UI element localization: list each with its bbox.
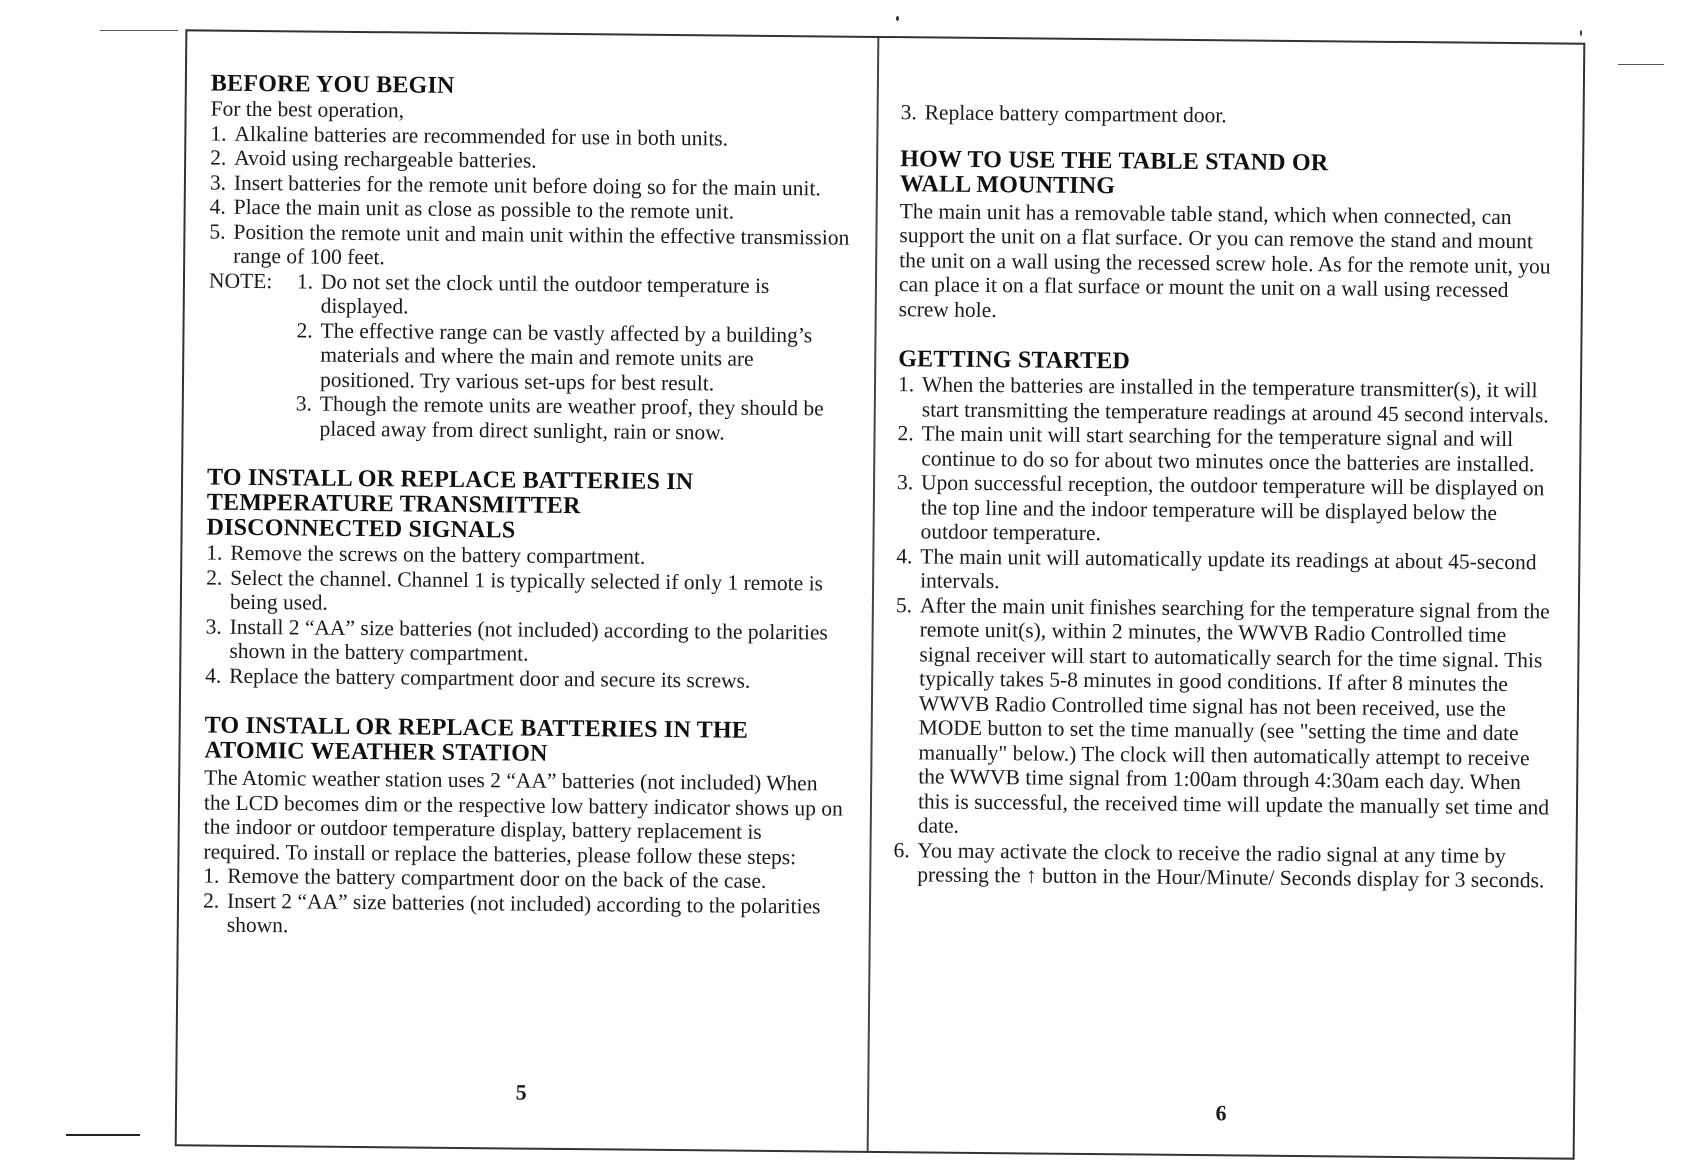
instruction-list: [901, 100, 1561, 131]
item-text: Avoid using rechargeable batteries.: [234, 145, 537, 173]
list-item: [893, 838, 1553, 893]
scan-speck: [1580, 30, 1582, 36]
item-text: Replace the battery compartment door and secure its screws.: [229, 663, 751, 693]
item-number: 1.: [210, 121, 227, 146]
item-text: Select the channel. Channel 1 is typically selected if only 1 remote is being used.: [229, 565, 824, 615]
item-text: Install 2 “AA” size batteries (not included) according to the polarities shown in the battery compartment.: [229, 614, 828, 666]
section-intro: The Atomic weather station uses 2 “AA” batteries (not included) When the LCD becomes dim or the respective low battery indicator shows up on the indoor or outdoor temperature display, battery replacement is required. To install or replace the batteries, please follow these steps:: [203, 765, 843, 869]
list-item: [896, 544, 1556, 599]
item-number: 3.: [209, 170, 227, 195]
list-item: [205, 663, 845, 694]
scan-mark: [100, 30, 178, 31]
item-number: 3.: [896, 470, 914, 495]
item-text: The effective range can be vastly affected by a building’s materials and where the main and remote units are positioned. Try various set-ups for best result.: [319, 318, 813, 395]
item-number: 5.: [895, 592, 913, 617]
note-block: [207, 268, 849, 446]
item-number: 4.: [205, 663, 222, 688]
page-6: [891, 38, 1562, 1157]
page-content: [893, 100, 1561, 919]
item-text: Position the remote unit and main unit within the effective transmission range of 100 feet.: [233, 219, 850, 270]
section-before-you-begin: [207, 72, 851, 446]
section-temperature-transmitter: [205, 466, 847, 694]
item-text: The main unit will automatically update its readings at about 45-second intervals.: [920, 543, 1537, 594]
list-item: [896, 470, 1557, 550]
note-item: [296, 318, 849, 397]
list-item: [897, 421, 1557, 476]
item-text: Place the main unit as close as possible to the remote unit.: [233, 194, 735, 224]
scan-mark: [1618, 64, 1664, 65]
page-content: [202, 72, 851, 970]
item-text: The main unit will start searching for the temperature signal and will continue to do so for about two minutes once the batteries are installed.: [921, 421, 1535, 476]
list-item: [203, 888, 843, 943]
list-item: [209, 219, 849, 274]
list-item: [206, 565, 846, 620]
section-heading: [900, 147, 1560, 203]
item-text: Replace battery compartment door.: [924, 100, 1227, 128]
item-text: Insert batteries for the remote unit before doing so for the main unit.: [233, 170, 821, 200]
item-number: 3.: [900, 100, 917, 125]
page-number: 5: [515, 1079, 527, 1105]
item-number: 2.: [210, 145, 227, 170]
heading-line: BEFORE YOU BEGIN: [210, 70, 455, 99]
item-text: Do not set the clock until the outdoor temperature is displayed.: [320, 269, 770, 319]
item-number: 6.: [893, 837, 910, 862]
instruction-list: [203, 864, 844, 944]
heading-line: ATOMIC WEATHER STATION: [204, 737, 548, 767]
note-label: NOTE:: [208, 268, 273, 293]
instruction-list: [209, 121, 850, 274]
note-list: [295, 269, 849, 446]
item-text: Remove the screws on the battery compartment.: [230, 540, 646, 569]
item-text: Remove the battery compartment door on the back of the case.: [227, 863, 767, 893]
heading-line: HOW TO USE THE TABLE STAND OR: [900, 145, 1329, 176]
list-item: [901, 100, 1561, 131]
booklet-spread: [175, 29, 1586, 1159]
page-number: 6: [1215, 1100, 1227, 1126]
item-number: 1.: [203, 863, 220, 888]
heading-line: TO INSTALL OR REPLACE BATTERIES IN: [206, 464, 694, 496]
section-table-stand: [899, 147, 1561, 328]
item-number: 2.: [296, 317, 313, 343]
scan-mark: [66, 1134, 140, 1136]
item-text: After the main unit finishes searching for the temperature signal from the remote unit(s), within 2 minutes, the WWVB Radio Controlled time signal receiver will start to automatically search for the time signal. This typically takes 5-8 minutes in good conditions. If after 8 minutes the WWVB Radio Controlled time signal has not been received, use the MODE button to set the time manually (see "setting the time and date manually" below.) The clock will then automatically attempt to receive the WWVB time signal from 1:00am through 4:30am each day. When this is successful, the received time will update the manually set time and date.: [917, 592, 1550, 838]
list-item: [898, 372, 1558, 427]
section-continued-steps: [901, 100, 1561, 131]
section-intro: For the best operation,: [210, 96, 405, 123]
item-number: 1.: [206, 540, 223, 565]
heading-line: TEMPERATURE TRANSMITTER: [206, 489, 581, 520]
section-intro: The main unit has a removable table stand, which when connected, can support the unit on a flat surface. Or you can remove the stand and mount the unit on a wall using the recessed screw hole. As for the remote unit, you can place it on a flat surface or mount the unit on a wall using recessed screw hole.: [898, 198, 1551, 322]
section-atomic-weather-station: [203, 714, 845, 944]
section-heading: [206, 466, 847, 547]
item-number: 5.: [209, 219, 226, 244]
item-number: 2.: [897, 421, 914, 446]
page-5: [201, 32, 852, 1151]
heading-line: DISCONNECTED SIGNALS: [206, 514, 516, 544]
section-getting-started: [893, 347, 1558, 893]
item-number: 3.: [205, 614, 222, 639]
section-heading: [204, 714, 844, 770]
instruction-list: [893, 372, 1558, 893]
item-text: Alkaline batteries are recommended for use in both units.: [234, 121, 729, 151]
item-text: Though the remote units are weather proof, they should be placed away from direct sunlight, rain or snow.: [319, 391, 824, 445]
heading-line: WALL MOUNTING: [899, 170, 1116, 199]
heading-line: TO INSTALL OR REPLACE BATTERIES IN THE: [204, 712, 749, 744]
scan-speck: [896, 16, 899, 21]
item-number: 4.: [209, 194, 226, 219]
item-text: When the batteries are installed in the temperature transmitter(s), it will start transmitting the temperature readings at around 45 second intervals.: [921, 372, 1549, 427]
item-number: 1.: [296, 268, 314, 294]
list-item: [205, 614, 845, 669]
item-number: 1.: [897, 372, 915, 397]
heading-line: GETTING STARTED: [898, 346, 1131, 375]
note-item: [297, 269, 849, 323]
instruction-list: [205, 541, 846, 694]
item-text: Upon successful reception, the outdoor temperature will be displayed on the top line and the indoor temperature will be displayed below the outdoor temperature.: [920, 470, 1545, 546]
item-text: You may activate the clock to receive the radio signal at any time by pressing the ↑ button in the Hour/Minute/ Seconds display for 3 seconds.: [917, 837, 1545, 893]
note-item: [295, 391, 847, 445]
page-divider: [867, 38, 879, 1151]
item-number: 4.: [896, 543, 913, 568]
item-number: 2.: [206, 565, 223, 590]
item-number: 2.: [202, 888, 220, 913]
item-number: 3.: [295, 391, 313, 416]
item-text: Insert 2 “AA” size batteries (not included) according to the polarities shown.: [226, 888, 821, 938]
list-item: [894, 593, 1556, 844]
